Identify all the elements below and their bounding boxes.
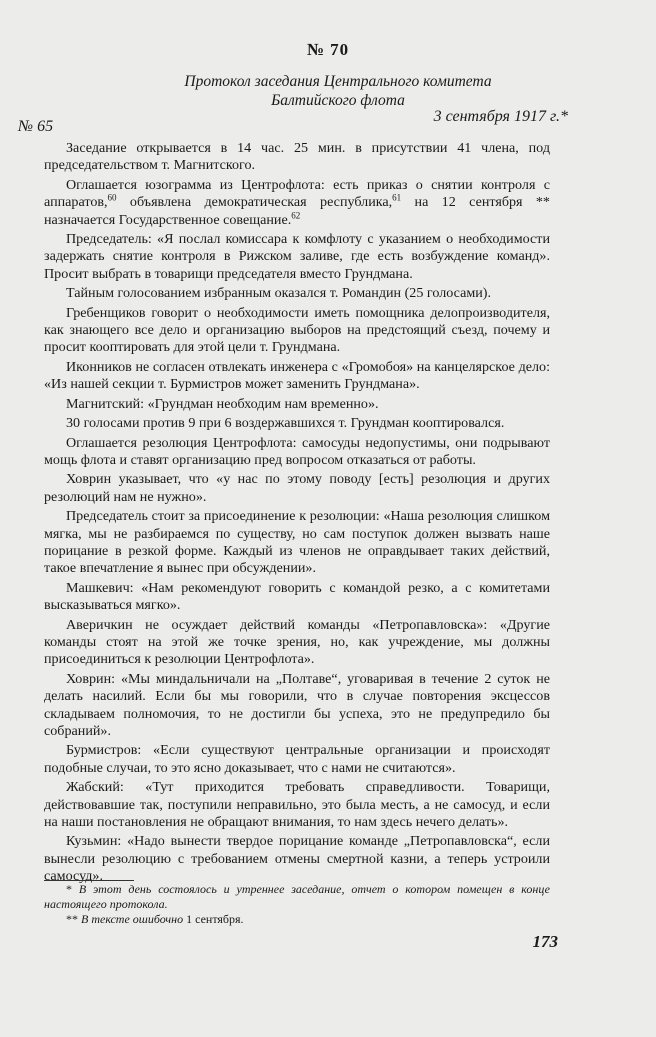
document-date: 3 сентября 1917 г.*: [433, 108, 568, 125]
protocol-number: № 65: [18, 118, 54, 135]
paragraph: Председатель стоит за присоединение к резолюции: «Наша резолюция слишком мягка, мы не разбираемся по существу, но сам поступок должен вызвать наше порицание в резкой форме. Каждый из членов не оправдывает таких действий, такое впечатление я вынес при обсуждении».: [44, 508, 550, 577]
paragraph: Машкевич: «Нам рекомендуют говорить с командой резко, а с комитетами высказываться мягко».: [44, 579, 550, 614]
title-line-1: Протокол заседания Центрального комитета: [184, 73, 492, 90]
paragraph: Заседание открывается в 14 час. 25 мин. в присутствии 41 члена, под председательством т. Магнитского.: [44, 140, 550, 174]
footnotes: [44, 882, 550, 927]
protocol-body: [44, 140, 550, 888]
footnote-ref: 61: [392, 192, 402, 203]
footnote-ref: 62: [291, 209, 301, 220]
paragraph: Гребенщиков говорит о необходимости иметь помощника делопроизводителя, как знающего все дело и организацию выборов на предстоящий съезд, почему и просит кооптировать для этой цели т. Грундмана.: [44, 304, 550, 356]
paragraph: 30 голосами против 9 при 6 воздержавшихся т. Грундман кооптировался.: [66, 415, 505, 432]
paragraph: Бурмистров: «Если существуют центральные организации и происходят подобные случаи, то это ясно доказывает, что с нами не считаются».: [44, 742, 550, 776]
footnote-divider: [44, 880, 134, 881]
paragraph: Аверичкин не осуждает действий команды «Петропавловска»: «Другие команды стоят на этой же точке зрения, но, как учреждение, мы должны присоединиться к резолюции Центрофлота».: [44, 616, 550, 668]
footnote: * В этот день состоялось и утреннее заседание, отчет о котором помещен в конце настоящего протокола.: [44, 882, 550, 911]
paragraph: Оглашается юзограмма из Центрофлота: есть приказ о снятии контроля с аппаратов,$^{60}$ объявлена демократическая республика,$^{61}$ на 12 сентября ** назначается Государственное совещание.$^{62}$: [44, 176, 550, 228]
paragraph: Тайным голосованием избранным оказался т. Романдин (25 голосами).: [66, 285, 491, 302]
title-line-2: Балтийского флота: [271, 92, 405, 109]
document-number: № 70: [306, 40, 350, 59]
footnote: ** В тексте ошибочно 1 сентября.: [66, 912, 244, 926]
document-title: [0, 72, 656, 110]
paragraph: Ховрин указывает, что «у нас по этому поводу [есть] резолюция и других резолюций нам не нужно».: [44, 471, 550, 505]
footnote-ref: 60: [107, 192, 117, 203]
paragraph: Председатель: «Я послал комиссара к комфлоту с указанием о необходимости задержать снятие контроля в Рижском заливе, где есть возбуждение команд». Просит выбрать в товарищи председателя вместо Грундмана.: [44, 231, 550, 282]
paragraph: Магнитский: «Грундман необходим нам временно».: [66, 395, 379, 412]
paragraph: Оглашается резолюция Центрофлота: самосуды недопустимы, они подрывают мощь флота и ставят организацию пред вопросом отказаться от работы.: [44, 434, 550, 468]
paragraph: Жабский: «Тут приходится требовать справедливости. Товарищи, действовавшие так, поступили неправильно, это была месть, а не самосуд, и если на наши постановления не обращают внимания, то нам здесь нечего делать».: [44, 779, 550, 831]
page-number: 173: [532, 932, 558, 951]
paragraph: Ховрин: «Мы миндальничали на „Полтаве“, уговаривая в течение 2 суток не делать насилий. Если бы мы говорили, что в случае повторения эксцессов складываем полномочия, то не достигли бы успеха, это не предупредило бы собраний».: [44, 670, 550, 739]
paragraph: Иконников не согласен отвлекать инженера с «Громобоя» на канцелярское дело: «Из нашей секции т. Бурмистров может заменить Грундмана».: [44, 358, 550, 393]
paragraph: Кузьмин: «Надо вынести твердое порицание команде „Петропавловска“, если вынесли резолюцию с требованием отмены смертной казни, а теперь устроили самосуд».: [44, 833, 550, 885]
